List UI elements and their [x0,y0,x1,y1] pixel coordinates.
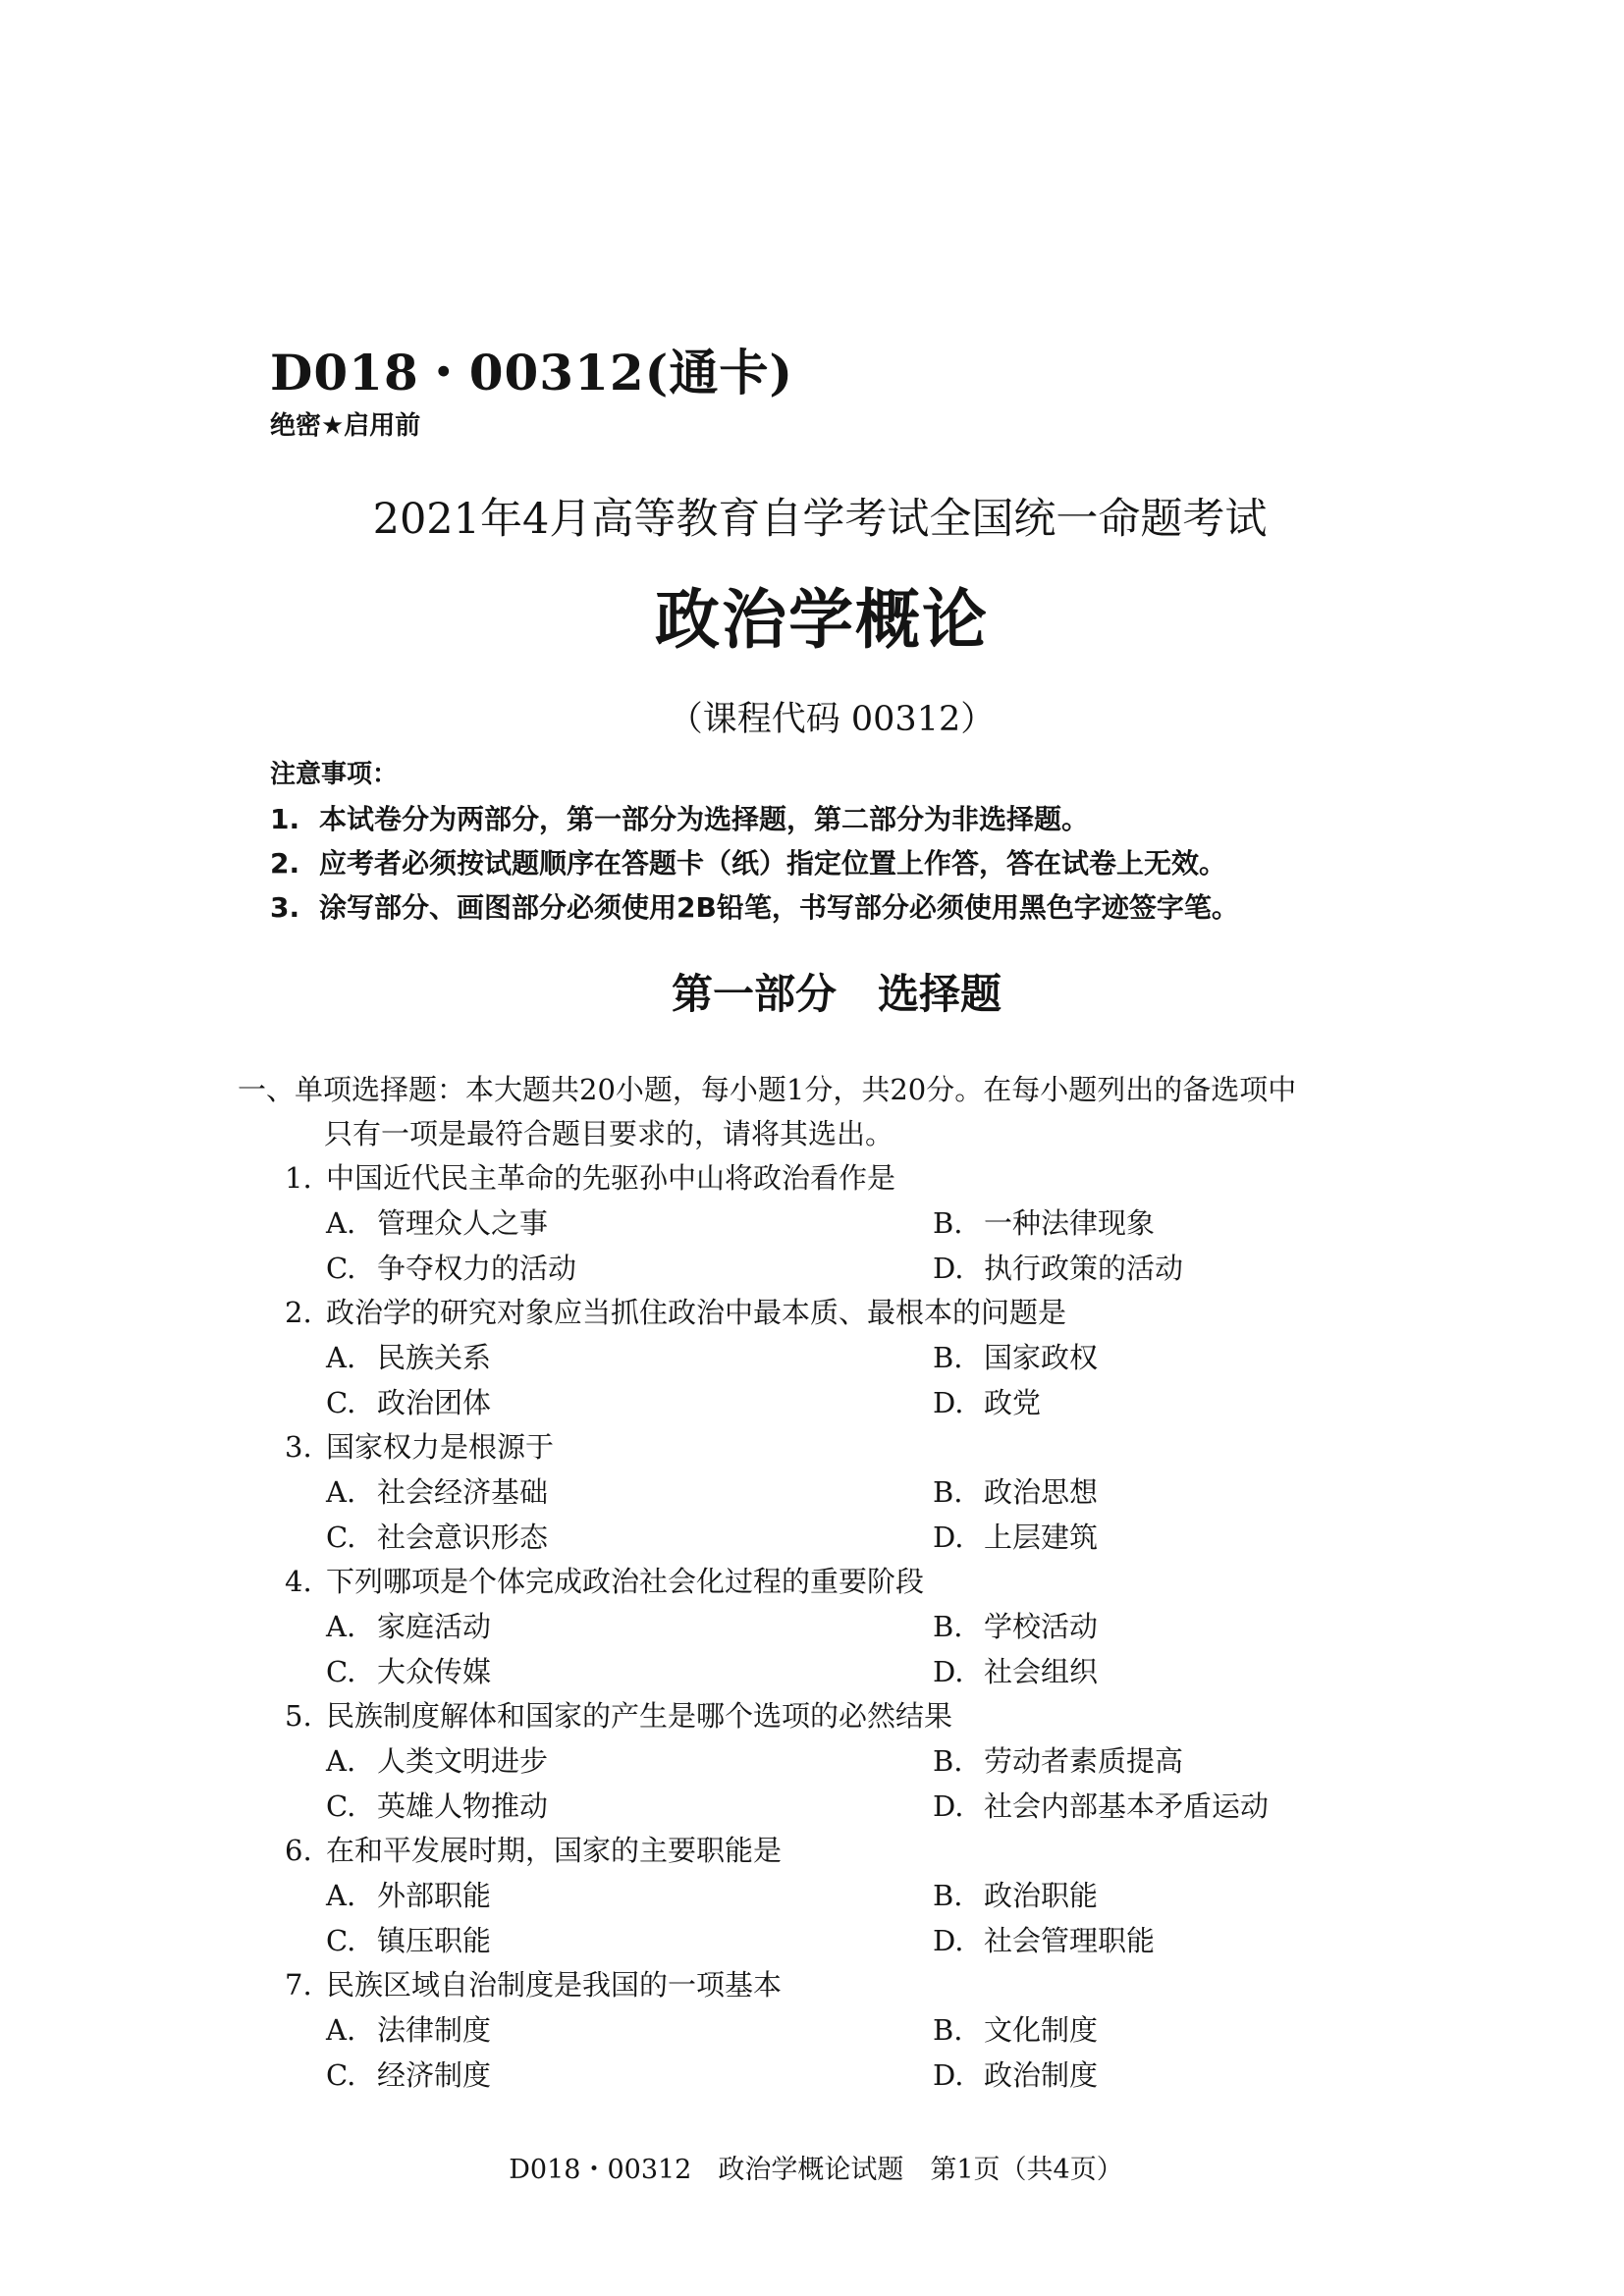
option-label: B. [933,2013,963,2047]
option-c [326,1650,491,1690]
option-text: 国家政权 [984,1341,1099,1374]
option-label: B. [933,1879,963,1912]
option-label: D. [933,2058,964,2092]
option-a [326,1739,548,1780]
notice-item-number: 3. [270,891,300,924]
question-4 [285,1560,924,1600]
question-7 [285,1963,782,2003]
option-text: 劳动者素质提高 [984,1744,1184,1778]
option-text: 文化制度 [984,2013,1099,2047]
option-label: B. [933,1475,963,1509]
option-label: A. [326,1341,356,1374]
option-label: B. [933,1610,963,1643]
option-d [933,2054,1098,2094]
option-label: C. [326,1789,356,1823]
option-text: 法律制度 [377,2013,492,2047]
option-label: C. [326,2058,356,2092]
option-text: 外部职能 [377,1879,492,1912]
option-text: 人类文明进步 [377,1744,549,1778]
option-d [933,1919,1155,1959]
option-b [933,1874,1098,1914]
notice-item-number: 2. [270,847,300,880]
option-text: 上层建筑 [984,1521,1099,1554]
option-label: D. [933,1386,964,1419]
option-text: 民族关系 [377,1341,492,1374]
option-text: 家庭活动 [377,1610,492,1643]
option-d [933,1785,1269,1825]
option-label: D. [933,1924,964,1957]
option-a [326,1470,548,1511]
option-text: 社会管理职能 [984,1924,1156,1957]
section-instruction-continued: 只有一项是最符合题目要求的，请将其选出。 [324,1117,894,1150]
option-text: 学校活动 [984,1610,1099,1643]
question-3 [285,1425,554,1466]
option-text: 大众传媒 [377,1655,492,1688]
option-label: B. [933,1341,963,1374]
notice-item [270,842,1226,881]
option-label: D. [933,1789,964,1823]
notice-item-number: 1. [270,803,300,835]
option-a [326,1336,491,1376]
option-label: A. [326,1879,356,1912]
option-label: C. [326,1924,356,1957]
option-c [326,1785,548,1825]
question-text: 民族区域自治制度是我国的一项基本 [326,1968,783,2002]
option-label: A. [326,1610,356,1643]
question-number: 3. [285,1430,312,1464]
option-text: 政党 [984,1386,1042,1419]
secret-mark: 绝密★启用前 [270,411,421,441]
notice-item-text: 本试卷分为两部分，第一部分为选择题，第二部分为非选择题。 [319,803,1090,835]
option-text: 社会内部基本矛盾运动 [984,1789,1270,1823]
option-text: 镇压职能 [377,1924,492,1957]
option-d [933,1516,1098,1556]
section-instruction: 一、单项选择题：本大题共20小题，每小题1分，共20分。在每小题列出的备选项中 [238,1073,1297,1106]
option-d [933,1650,1098,1690]
notice-title: 注意事项： [270,760,399,789]
option-label: B. [933,1744,963,1778]
option-text: 社会意识形态 [377,1521,549,1554]
option-a [326,2008,491,2049]
question-text: 中国近代民主革命的先驱孙中山将政治看作是 [326,1161,896,1195]
option-c [326,2054,491,2094]
option-label: A. [326,1475,356,1509]
option-a [326,1201,548,1242]
question-text: 在和平发展时期，国家的主要职能是 [326,1834,783,1867]
option-label: C. [326,1386,356,1419]
question-2 [285,1291,1066,1331]
option-label: D. [933,1521,964,1554]
exam-code-title: D018・00312(通卡) [270,344,793,401]
option-label: C. [326,1252,356,1285]
question-number: 5. [285,1699,312,1733]
option-d [933,1247,1183,1287]
option-label: A. [326,1744,356,1778]
course-code: （课程代码 00312） [668,700,996,739]
option-text: 管理众人之事 [377,1206,549,1240]
notice-item-text: 应考者必须按试题顺序在答题卡（纸）指定位置上作答，答在试卷上无效。 [319,847,1227,880]
option-d [933,1381,1041,1421]
exam-title: 2021年4月高等教育自学考试全国统一命题考试 [372,495,1268,544]
option-b [933,1201,1155,1242]
option-label: D. [933,1655,964,1688]
option-c [326,1247,576,1287]
option-text: 政治团体 [377,1386,492,1419]
option-c [326,1516,548,1556]
question-text: 民族制度解体和国家的产生是哪个选项的必然结果 [326,1699,953,1733]
option-b [933,1605,1098,1645]
option-text: 争夺权力的活动 [377,1252,577,1285]
option-b [933,1336,1098,1376]
notice-item [270,798,1089,837]
option-label: A. [326,1206,356,1240]
page-footer: D018・00312 政治学概论试题 第1页（共4页） [509,2155,1123,2185]
option-text: 英雄人物推动 [377,1789,549,1823]
option-b [933,1739,1183,1780]
question-text: 国家权力是根源于 [326,1430,555,1464]
option-a [326,1874,491,1914]
question-number: 7. [285,1968,312,2002]
option-text: 执行政策的活动 [984,1252,1184,1285]
option-label: A. [326,2013,356,2047]
question-number: 4. [285,1565,312,1598]
option-text: 经济制度 [377,2058,492,2092]
option-text: 社会经济基础 [377,1475,549,1509]
part-one-title: 第一部分 选择题 [671,970,1001,1018]
option-a [326,1605,491,1645]
question-6 [285,1829,782,1869]
notice-item-text: 涂写部分、画图部分必须使用2B铅笔，书写部分必须使用黑色字迹签字笔。 [319,891,1239,924]
question-1 [285,1156,895,1197]
option-label: D. [933,1252,964,1285]
question-5 [285,1694,952,1735]
option-text: 政治制度 [984,2058,1099,2092]
question-number: 6. [285,1834,312,1867]
subject-title: 政治学概论 [655,582,989,658]
option-text: 政治职能 [984,1879,1099,1912]
question-number: 1. [285,1161,312,1195]
option-text: 一种法律现象 [984,1206,1156,1240]
question-text: 下列哪项是个体完成政治社会化过程的重要阶段 [326,1565,925,1598]
option-c [326,1381,491,1421]
question-text: 政治学的研究对象应当抓住政治中最本质、最根本的问题是 [326,1296,1067,1329]
option-label: C. [326,1655,356,1688]
option-label: B. [933,1206,963,1240]
option-b [933,2008,1098,2049]
option-text: 社会组织 [984,1655,1099,1688]
option-label: C. [326,1521,356,1554]
option-c [326,1919,491,1959]
notice-item [270,886,1239,926]
option-text: 政治思想 [984,1475,1099,1509]
question-number: 2. [285,1296,312,1329]
option-b [933,1470,1098,1511]
